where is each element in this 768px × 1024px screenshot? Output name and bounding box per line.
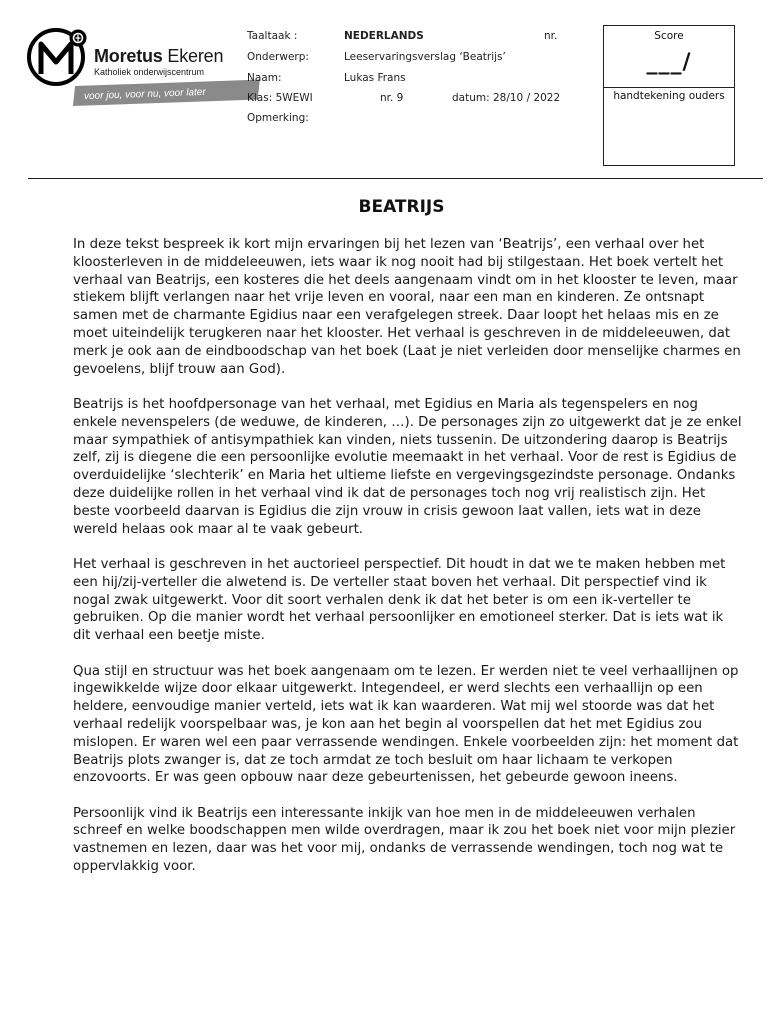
logo-name-light: Ekeren [167, 46, 224, 66]
document-title: BEATRIJS [358, 197, 445, 217]
score-label: Score [654, 30, 684, 42]
naam-label: Naam: [247, 72, 282, 84]
onderwerp-label: Onderwerp: [247, 51, 309, 63]
paragraph-4: Qua stijl en structuur was het boek aangenaam om te lezen. Er werden niet te veel verhaallijnen op ingewikkelde wijze door elkaar uitgewerkt. Integendeel, er werd slechts een verhaallijn op een heldere, eenvoudige manier verteld, iets wat ik kan waarderen. Wat mij wel stoorde was dat het verhaal redelijk voorspelbaar was, je kon aan het begin al voorspellen dat het met Egidius zou mislopen. Er waren wel een paar verrassende wendingen. Enkele voorbeelden zijn: het moment dat Beatrijs plots zwanger is, dat ze toch armdat ze toch besluit om haar lichaam te verkopen enzovoorts. Er was geen opbouw naar deze gebeurtenissen, het gebeurde gewoon ineens. [73, 663, 739, 786]
onderwerp-value: Leeservaringsverslag ‘Beatrijs’ [344, 51, 506, 63]
document-body [73, 236, 743, 893]
naam-value: Lukas Frans [344, 72, 406, 84]
score-divider [604, 87, 734, 88]
taaltaak-value: NEDERLANDS [344, 30, 424, 42]
moretus-m-logo-icon [26, 24, 90, 88]
paragraph-3: Het verhaal is geschreven in het auctorieel perspectief. Dit houdt in dat we te maken hebben met een hij/zij-verteller die alwetend is. De verteller staat boven het verhaal. Dit perspectief vind ik nogal zwak uitgewerkt. Voor dit soort verhalen denk ik dat het beter is om een ik-verteller te gebruiken. Op die manier wordt het verhaal persoonlijker en emotioneel sterker. Dat is iets wat ik dit verhaal een beetje miste. [73, 556, 726, 644]
score-value: ___/ [646, 50, 692, 75]
paragraph-5: Persoonlijk vind ik Beatrijs een interessante inkijk van hoe men in de middeleeuwen verhalen schreef en welke boodschappen men wilde overdragen, maar ik zou het boek niet voor mijn plezier vastnemen en lezen, daar was het voor mij, ondanks de verrassende wendingen, toch nog wat te oppervlakkig voor. [73, 805, 736, 875]
taaltaak-label: Taaltaak : [247, 30, 298, 42]
score-box [603, 25, 735, 166]
nr-label: nr. [544, 30, 558, 42]
student-nr-value: nr. 9 [380, 92, 404, 104]
logo-name-bold: Moretus [94, 46, 163, 66]
logo-name [94, 46, 223, 67]
paragraph-1: In deze tekst bespreek ik kort mijn ervaringen bij het lezen van ‘Beatrijs’, een verhaal over het kloosterleven in de middeleeuwen, iets waar ik nog nooit had bij stilgestaan. Het boek vertelt het verhaal van Beatrijs, een kosteres die het deels aangenaam vindt om in het klooster te leven, maar stiekem blijft verlangen naar het vrije leven en vooral, naar een man en kinderen. Ze ontsnapt samen met de charmante Egidius naar een verafgelegen streek. Daar loopt het helaas mis en ze moet uiteindelijk terugkeren naar het klooster. Het verhaal is geschreven in de middeleeuwen, dat merk je ook aan de eindboodschap van het boek (Laat je niet verleiden door menselijke charmes en gevoelens, blijf trouw aan God). [73, 237, 741, 377]
parent-signature-label: handtekening ouders [613, 90, 725, 102]
klas-value: Klas: 5WEWI [247, 92, 313, 104]
datum-value: datum: 28/10 / 2022 [452, 92, 561, 104]
header-divider [28, 178, 763, 179]
school-logo [26, 24, 241, 114]
opmerking-label: Opmerking: [247, 112, 309, 124]
paragraph-2: Beatrijs is het hoofdpersonage van het verhaal, met Egidius en Maria als tegenspelers en nog enkele nevenspelers (de weduwe, de kinderen, …). De personages zijn zo uitgewerkt dat je ze enkel maar sympathiek of antisympathiek kan vinden, niets tussenin. De uitzondering daarop is Beatrijs zelf, zij is diegene die een persoonlijke evolutie meemaakt in het verhaal. Voor de rest is Egidius de overduidelijke ‘slechterik’ en Maria het ultieme liefste en vergevingsgezindste personage. Ondanks deze duidelijke rollen in het verhaal vind ik dat de personages toch nog vrij realistisch zijn. Het beste voorbeeld daarvan is Egidius die zijn vrouw in crisis gewoon laat vallen, iets wat in deze wereld helaas ook maar al te vaak gebeurt. [73, 396, 742, 537]
logo-tagline-band [74, 86, 258, 106]
logo-tagline: voor jou, voor nu, voor later [83, 86, 206, 103]
logo-subtitle: Katholiek onderwijscentrum [94, 67, 205, 77]
